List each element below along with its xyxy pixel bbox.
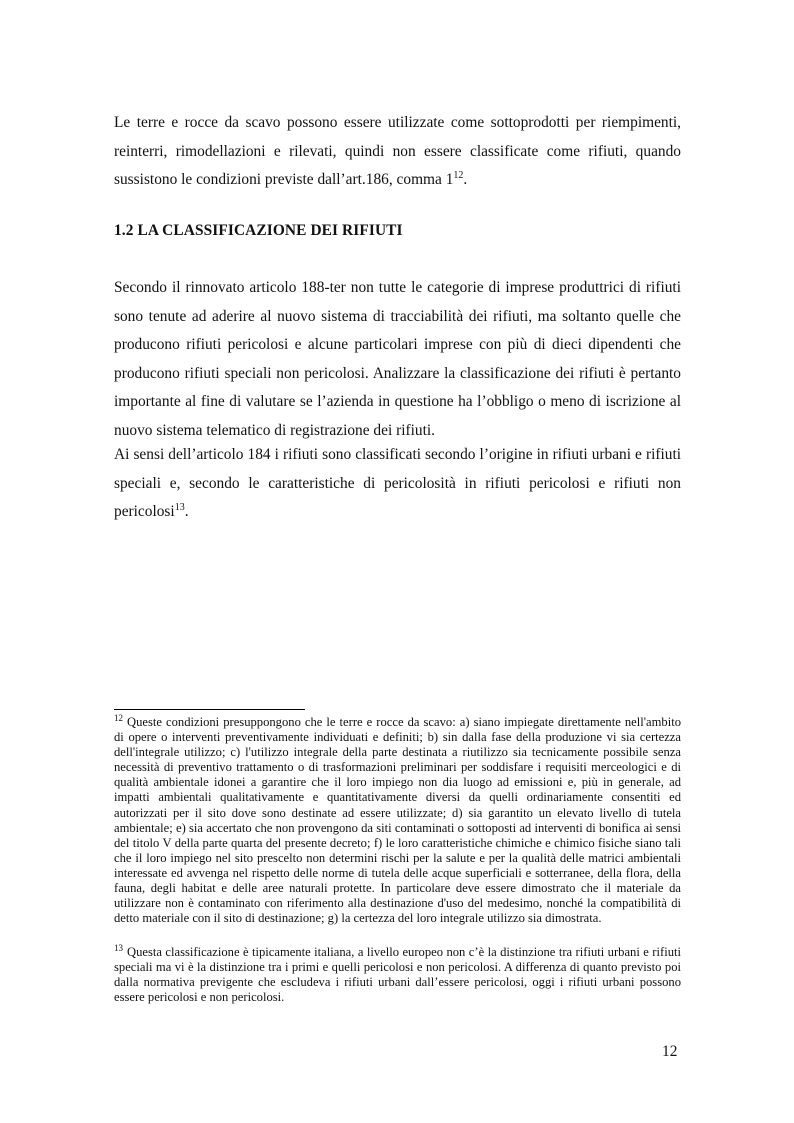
footnote-13 bbox=[114, 942, 681, 1005]
paragraph-articolo-184 bbox=[114, 441, 681, 527]
paragraph-text: Ai sensi dell’articolo 184 i rifiuti sono classificati secondo l’origine in rifiuti urbani e rifiuti speciali e, secondo le caratteristiche di pericolosità in rifiuti pericolosi e rifiuti non pericolosi bbox=[114, 446, 681, 520]
paragraph-articolo-188-ter: Secondo il rinnovato articolo 188-ter non tutte le categorie di imprese produttrici di rifiuti sono tenute ad aderire al nuovo sistema di tracciabilità dei rifiuti, ma soltanto quelle che producono rifiuti pericolosi e alcune particolari imprese con più di dieci dipendenti che producono rifiuti speciali non pericolosi. Analizzare la classificazione dei rifiuti è pertanto importante al fine di valutare se l’azienda in questione ha l’obbligo o meno di iscrizione al nuovo sistema telematico di registrazione dei rifiuti. bbox=[114, 279, 681, 439]
footnote-ref-13[interactable]: 13 bbox=[174, 501, 185, 513]
footnote-divider bbox=[114, 709, 305, 710]
page-number: 12 bbox=[662, 1043, 678, 1060]
footnote-12 bbox=[114, 712, 681, 926]
section-heading: 1.2 LA CLASSIFICAZIONE DEI RIFIUTI bbox=[114, 222, 403, 239]
paragraph-text: Le terre e rocce da scavo possono essere utilizzate come sottoprodotti per riempimenti, reinterri, rimodellazioni e rilevati, quindi non essere classificate come rifiuti, quando sussistono le condizioni previste dall’art.186, comma 1 bbox=[114, 114, 681, 188]
paragraph-end: . bbox=[184, 503, 189, 520]
paragraph-terre-rocce bbox=[114, 109, 681, 195]
footnote-text: Questa classificazione è tipicamente italiana, a livello europeo non c’è la distinzione tra rifiuti urbani e rifiuti speciali ma vi è la distinzione tra i primi e quelli pericolosi e non pericolosi. A differenza di quanto previsto poi dalla normativa previgente che escludeva i rifiuti urbani dall’essere pericolosi, oggi i rifiuti urbani possono essere pericolosi e non pericolosi. bbox=[114, 945, 681, 1005]
footnote-number: 12 bbox=[114, 712, 123, 723]
footnote-number: 13 bbox=[114, 942, 123, 953]
paragraph-end: . bbox=[463, 171, 468, 188]
footnote-text: Queste condizioni presuppongono che le terre e rocce da scavo: a) siano impiegate direttamente nell'ambito di opere o interventi preventivamente individuati e definiti; b) sin dalla fase della produzione vi sia certezza dell'integrale utilizzo; c) l'utilizzo integrale della parte destinata a riutilizzo sia tecnicamente possibile senza necessità di preventivo trattamento o di trasformazioni preliminari per soddisfare i requisiti merceologici e di qualità ambientale idonei a garantire che il loro impiego non dia luogo ad emissioni e, più in generale, ad impatti ambientali qualitativamente e quantitativamente diversi da quelli ordinariamente consentiti ed autorizzati per il sito dove sono destinate ad essere utilizzate; d) sia garantito un elevato livello di tutela ambientale; e) sia accertato che non provengono da siti contaminati o sottoposti ad interventi di bonifica ai sensi del titolo V della parte quarta del presente decreto; f) le loro caratteristiche chimiche e chimico fisiche siano tali che il loro impiego nel sito prescelto non determini rischi per la salute e per la qualità delle matrici ambientali interessate ed avvenga nel rispetto delle norme di tutela delle acque superficiali e sotterranee, della flora, della fauna, degli habitat e delle aree naturali protette. In particolare deve essere dimostrato che il materiale da utilizzare non è contaminato con riferimento alla destinazione d'uso del medesimo, nonché la compatibilità di detto materiale con il sito di destinazione; g) la certezza del loro integrale utilizzo sia dimostrata. bbox=[114, 715, 681, 926]
footnote-ref-12[interactable]: 12 bbox=[453, 169, 464, 181]
